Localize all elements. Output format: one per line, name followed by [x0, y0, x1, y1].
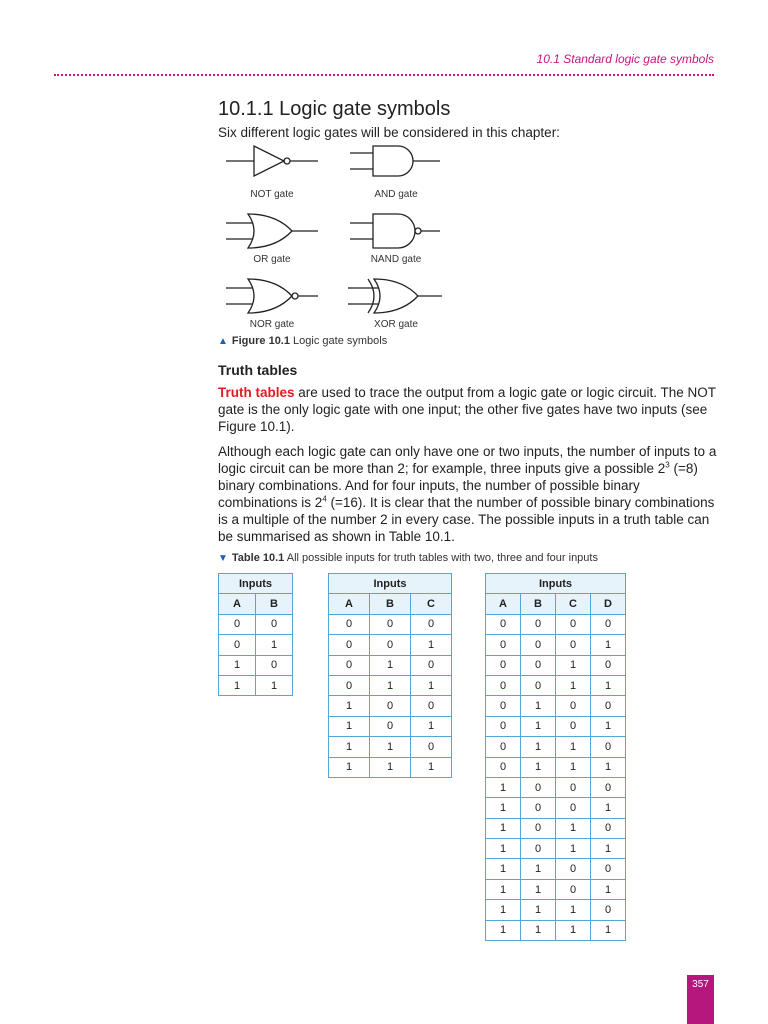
table-cell: 0: [591, 655, 626, 675]
table-cell: 1: [486, 879, 521, 899]
column-header: B: [521, 594, 556, 614]
table-cell: 1: [521, 696, 556, 716]
table-cell: 0: [556, 716, 591, 736]
table-cell: 1: [591, 879, 626, 899]
table-cell: 0: [370, 635, 411, 655]
table-cell: 0: [556, 798, 591, 818]
table-cell: 0: [411, 696, 452, 716]
table-cell: 0: [486, 675, 521, 695]
triangle-up-icon: ▲: [218, 336, 228, 347]
table-cell: 0: [486, 614, 521, 634]
table-cell: 0: [411, 655, 452, 675]
xor-gate-symbol: [348, 279, 442, 313]
table-row: [219, 655, 293, 675]
table-row: [486, 859, 626, 879]
table-cell: 0: [591, 777, 626, 797]
table-cell: 1: [411, 757, 452, 777]
and-gate-symbol: [350, 146, 440, 176]
table-cell: 1: [486, 900, 521, 920]
truth-table-four-inputs: [485, 573, 626, 941]
gate-label: NOT gate: [250, 189, 294, 200]
table-cell: 0: [591, 900, 626, 920]
table-cell: 0: [411, 614, 452, 634]
paragraph: Although each logic gate can only have one or two inputs, the number of inputs to a logic circuit can be more than 2; for example, three inputs give a possible $2^3$ (=8) binary combinations. And for four inputs, the number of possible binary combinations is $2^4$ (=16). It is clear that the number of possible binary combinations is a multiple of the number 2 in every case. The possible inputs in a truth table can be summarised as shown in Table 10.1.: [218, 444, 717, 544]
table-cell: 0: [411, 737, 452, 757]
table-cell: 0: [370, 716, 411, 736]
table-cell: 1: [591, 839, 626, 859]
table-cell: 1: [370, 675, 411, 695]
table-cell: 0: [486, 737, 521, 757]
table-cell: 0: [556, 777, 591, 797]
table-row: [486, 716, 626, 736]
table-cell: 0: [591, 614, 626, 634]
table-cell: 1: [486, 798, 521, 818]
table-row: [486, 920, 626, 940]
table-cell: 0: [521, 839, 556, 859]
inputs-header: Inputs: [329, 574, 452, 594]
table-row: [486, 900, 626, 920]
truth-table-two-inputs: [218, 573, 293, 696]
table-cell: 1: [521, 716, 556, 736]
table-cell: 0: [521, 675, 556, 695]
table-cell: 1: [256, 635, 293, 655]
table-row: [219, 635, 293, 655]
table-cell: 0: [521, 798, 556, 818]
table-cell: 0: [591, 696, 626, 716]
column-header: A: [219, 594, 256, 614]
table-cell: 1: [486, 859, 521, 879]
not-gate-symbol: [226, 146, 318, 176]
table-cell: 1: [591, 716, 626, 736]
table-cell: 1: [329, 757, 370, 777]
table-cell: 0: [486, 635, 521, 655]
logic-gate-figure: [218, 140, 458, 335]
table-cell: 1: [556, 818, 591, 838]
table-row: [486, 675, 626, 695]
column-header: D: [591, 594, 626, 614]
table-cell: 0: [256, 655, 293, 675]
table-cell: 1: [329, 696, 370, 716]
running-head: 10.1 Standard logic gate symbols: [536, 52, 714, 66]
table-cell: 1: [411, 716, 452, 736]
table-cell: 0: [329, 675, 370, 695]
table-cell: 1: [370, 737, 411, 757]
table-row: [486, 798, 626, 818]
table-cell: 0: [256, 614, 293, 634]
column-header: B: [256, 594, 293, 614]
table-cell: 0: [329, 635, 370, 655]
gate-label: XOR gate: [374, 319, 418, 330]
table-caption-label: Table 10.1: [231, 552, 285, 564]
table-cell: 0: [329, 614, 370, 634]
table-cell: 1: [591, 675, 626, 695]
table-cell: 0: [486, 655, 521, 675]
column-header: B: [370, 594, 411, 614]
table-cell: 1: [486, 839, 521, 859]
table-cell: 0: [486, 716, 521, 736]
gate-label: OR gate: [253, 254, 291, 265]
table-cell: 1: [219, 655, 256, 675]
inputs-header: Inputs: [486, 574, 626, 594]
paragraph: Truth tables are used to trace the output from a logic gate or logic circuit. The NOT gate is the only logic gate with one input; the other five gates have two inputs (see Figure 10.1).: [218, 385, 716, 434]
table-caption: [218, 552, 598, 564]
table-cell: 1: [521, 879, 556, 899]
table-cell: 1: [486, 920, 521, 940]
table-row: [329, 737, 452, 757]
table-cell: 1: [411, 635, 452, 655]
table-cell: 0: [370, 614, 411, 634]
table-cell: 1: [486, 818, 521, 838]
table-cell: 0: [591, 818, 626, 838]
intro-text: Six different logic gates will be considered in this chapter:: [218, 125, 560, 140]
table-cell: 0: [329, 655, 370, 675]
table-cell: 1: [591, 757, 626, 777]
table-cell: 0: [486, 696, 521, 716]
table-cell: 1: [591, 635, 626, 655]
table-cell: 0: [521, 614, 556, 634]
table-cell: 1: [370, 655, 411, 675]
nor-gate-symbol: [226, 279, 318, 313]
table-cell: 1: [556, 675, 591, 695]
gate-label: AND gate: [374, 189, 418, 200]
table-row: [486, 839, 626, 859]
table-row: [486, 757, 626, 777]
table-cell: 0: [556, 614, 591, 634]
table-cell: 1: [556, 655, 591, 675]
table-cell: 1: [591, 920, 626, 940]
table-row: [486, 818, 626, 838]
column-header: C: [411, 594, 452, 614]
table-row: [329, 655, 452, 675]
table-row: [486, 879, 626, 899]
table-cell: 0: [219, 614, 256, 634]
table-cell: 1: [370, 757, 411, 777]
table-row: [486, 696, 626, 716]
table-cell: 0: [521, 635, 556, 655]
table-row: [486, 655, 626, 675]
table-cell: 0: [486, 757, 521, 777]
section-heading: 10.1.1 Logic gate symbols: [218, 98, 451, 120]
table-row: [486, 777, 626, 797]
table-cell: 1: [411, 675, 452, 695]
table-cell: 1: [256, 675, 293, 695]
key-term: Truth tables: [218, 385, 295, 400]
table-cell: 1: [521, 757, 556, 777]
table-row: [219, 614, 293, 634]
table-cell: 0: [556, 859, 591, 879]
table-cell: 0: [521, 655, 556, 675]
table-row: [329, 716, 452, 736]
or-gate-symbol: [226, 214, 318, 248]
table-row: [329, 696, 452, 716]
table-cell: 1: [486, 777, 521, 797]
triangle-down-icon: ▼: [218, 553, 228, 564]
header-divider: [54, 74, 714, 76]
figure-caption-label: Figure 10.1: [231, 335, 290, 347]
column-header: A: [329, 594, 370, 614]
table-row: [329, 635, 452, 655]
table-cell: 1: [219, 675, 256, 695]
table-row: [219, 675, 293, 695]
table-cell: 0: [556, 635, 591, 655]
table-cell: 1: [591, 798, 626, 818]
table-row: [329, 757, 452, 777]
truth-tables-heading: Truth tables: [218, 362, 298, 378]
table-cell: 0: [219, 635, 256, 655]
truth-table-three-inputs: [328, 573, 452, 778]
table-caption-text: All possible inputs for truth tables with two, three and four inputs: [286, 552, 598, 564]
table-cell: 0: [556, 879, 591, 899]
table-cell: 1: [556, 839, 591, 859]
table-cell: 0: [521, 777, 556, 797]
figure-caption-text: Logic gate symbols: [293, 335, 388, 347]
gate-label: NOR gate: [249, 319, 295, 330]
table-cell: 1: [521, 920, 556, 940]
column-header: A: [486, 594, 521, 614]
column-header: C: [556, 594, 591, 614]
page-number: 357: [687, 975, 714, 1024]
table-row: [329, 614, 452, 634]
table-cell: 1: [556, 757, 591, 777]
nand-gate-symbol: [350, 214, 440, 248]
table-cell: 0: [591, 859, 626, 879]
table-cell: 0: [556, 696, 591, 716]
table-row: [486, 635, 626, 655]
table-cell: 1: [521, 900, 556, 920]
table-cell: 1: [329, 737, 370, 757]
table-cell: 1: [556, 900, 591, 920]
table-cell: 0: [521, 818, 556, 838]
table-row: [486, 737, 626, 757]
table-cell: 1: [521, 859, 556, 879]
table-row: [329, 675, 452, 695]
table-cell: 1: [329, 716, 370, 736]
table-cell: 1: [521, 737, 556, 757]
table-cell: 1: [556, 737, 591, 757]
table-cell: 1: [556, 920, 591, 940]
table-cell: 0: [591, 737, 626, 757]
table-cell: 0: [370, 696, 411, 716]
figure-caption: [218, 335, 387, 347]
gate-label: NAND gate: [370, 254, 422, 265]
inputs-header: Inputs: [219, 574, 293, 594]
table-row: [486, 614, 626, 634]
